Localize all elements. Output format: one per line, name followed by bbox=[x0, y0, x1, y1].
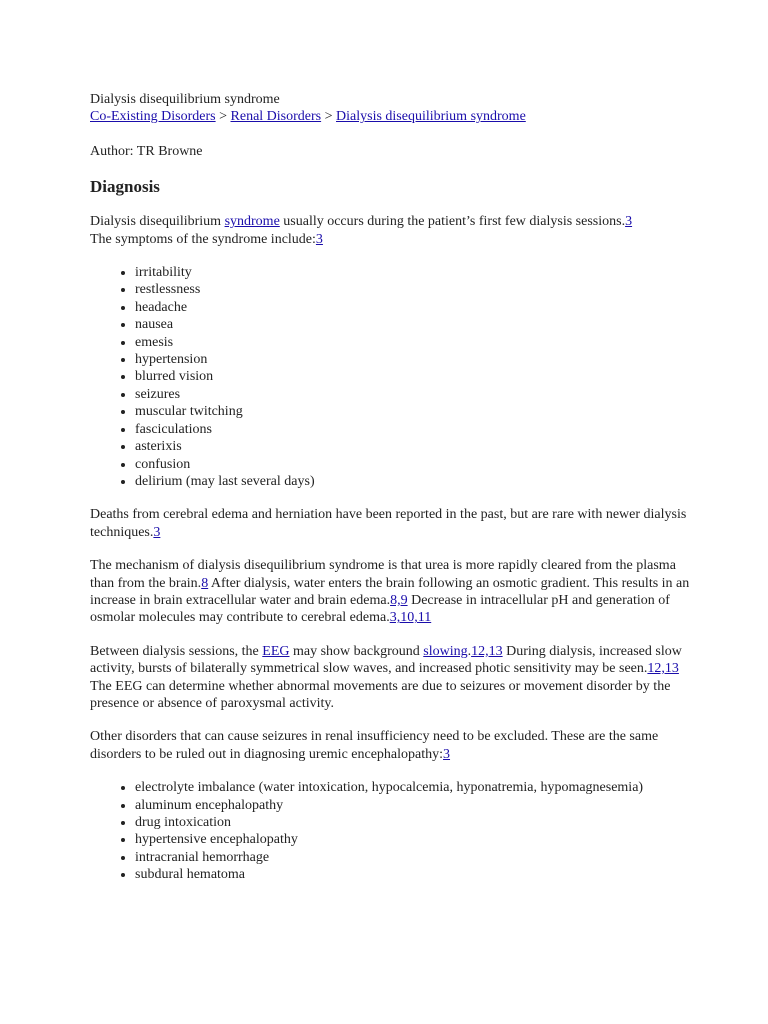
list-item: • subdural hematoma bbox=[135, 866, 690, 883]
list-item: • drug intoxication bbox=[135, 814, 690, 831]
paragraph-intro bbox=[90, 213, 690, 248]
section-heading-diagnosis: Diagnosis bbox=[90, 177, 160, 197]
list-item: • muscular twitching bbox=[135, 403, 690, 420]
list-item: • seizures bbox=[135, 386, 690, 403]
breadcrumb-link-dialysis-disequilibrium-syndrome[interactable]: Dialysis disequilibrium syndrome bbox=[336, 109, 526, 125]
list-item: • nausea bbox=[135, 316, 690, 333]
list-item: • hypertensive encephalopathy bbox=[135, 831, 690, 848]
breadcrumb-link-co-existing-disorders[interactable]: Co-Existing Disorders bbox=[90, 109, 216, 125]
list-item: • emesis bbox=[135, 334, 690, 351]
breadcrumb-link-renal-disorders[interactable]: Renal Disorders bbox=[230, 109, 322, 125]
reference-link[interactable]: 8 bbox=[201, 575, 209, 591]
reference-link[interactable]: 3,10,11 bbox=[389, 610, 432, 626]
list-item: • blurred vision bbox=[135, 368, 690, 385]
reference-link[interactable]: 12,13 bbox=[647, 661, 679, 677]
list-item: • aluminum encephalopathy bbox=[135, 797, 690, 814]
text: Other disorders that can cause seizures in renal insufficiency need to be excluded. These are the same disorders to be ruled out in diagnosing uremic encephalopathy: bbox=[90, 729, 659, 762]
excluded-disorders-list bbox=[90, 779, 690, 883]
link-eeg[interactable]: EEG bbox=[262, 643, 290, 659]
reference-link[interactable]: 3 bbox=[315, 231, 323, 247]
text: After dialysis, water enters the brain following an osmotic gradient. This results in an increase in brain extracellular water and brain edema. bbox=[90, 575, 690, 608]
text: The EEG can determine whether abnormal movements are due to seizures or movement disorder by the presence or absence of paroxysmal activity. bbox=[90, 678, 671, 711]
author-line: Author: TR Browne bbox=[90, 143, 203, 159]
text: During dialysis, increased slow activity, bursts of bilaterally symmetrical slow waves, and increased photic sensitivity may be seen. bbox=[90, 643, 682, 677]
paragraph-deaths bbox=[90, 506, 690, 541]
list-item: • fasciculations bbox=[135, 421, 690, 438]
breadcrumb bbox=[90, 108, 690, 125]
reference-link[interactable]: 3 bbox=[443, 746, 451, 762]
paragraph-mechanism bbox=[90, 557, 690, 627]
reference-link[interactable]: 3 bbox=[625, 214, 633, 230]
list-item: • delirium (may last several days) bbox=[135, 473, 690, 490]
symptom-list bbox=[90, 264, 690, 490]
document-title: Dialysis disequilibrium syndrome bbox=[90, 92, 280, 107]
text: Dialysis disequilibrium bbox=[90, 214, 225, 230]
reference-link[interactable]: 12,13 bbox=[471, 643, 503, 659]
text: Deaths from cerebral edema and herniation have been reported in the past, but are rare with newer dialysis techniques. bbox=[90, 507, 687, 540]
link-slowing[interactable]: slowing bbox=[423, 643, 468, 659]
reference-link[interactable]: 8,9 bbox=[390, 592, 408, 608]
list-item: • restlessness bbox=[135, 281, 690, 298]
text: Decrease in intracellular pH and generation of osmolar molecules may contribute to cerebral edema. bbox=[90, 592, 670, 626]
reference-link[interactable]: 3 bbox=[153, 524, 161, 540]
paragraph-eeg bbox=[90, 643, 690, 713]
list-item: • electrolyte imbalance (water intoxication, hypocalcemia, hyponatremia, hypomagnesemia) bbox=[135, 779, 690, 796]
paragraph-other-disorders bbox=[90, 728, 690, 763]
list-item: • confusion bbox=[135, 456, 690, 473]
text: may show background bbox=[289, 643, 424, 659]
list-item: • hypertension bbox=[135, 351, 690, 368]
list-item: • intracranial hemorrhage bbox=[135, 849, 690, 866]
list-item: • headache bbox=[135, 299, 690, 316]
breadcrumb-separator: > bbox=[215, 109, 231, 125]
text: . bbox=[467, 643, 472, 659]
document-body bbox=[90, 91, 690, 884]
text: usually occurs during the patient’s first few dialysis sessions. bbox=[279, 214, 626, 230]
text: The symptoms of the syndrome include: bbox=[90, 231, 316, 247]
list-item: • irritability bbox=[135, 264, 690, 281]
link-syndrome[interactable]: syndrome bbox=[224, 214, 280, 230]
text: Between dialysis sessions, the bbox=[90, 643, 263, 659]
breadcrumb-separator: > bbox=[321, 109, 337, 125]
list-item: • asterixis bbox=[135, 438, 690, 455]
text: The mechanism of dialysis disequilibrium syndrome is that urea is more rapidly cleared from the plasma than from the brain. bbox=[90, 558, 676, 591]
